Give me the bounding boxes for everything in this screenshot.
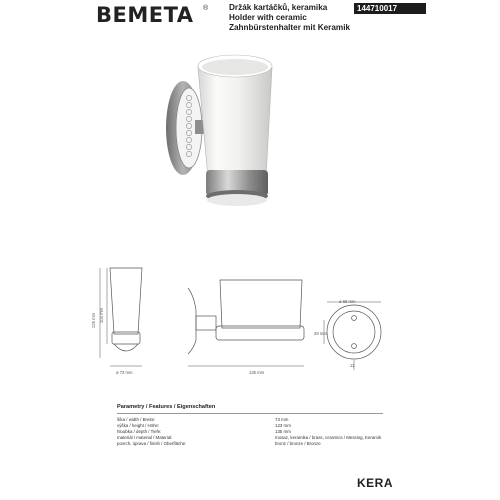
side-view: [188, 280, 304, 366]
brand-logo: BEMETA: [96, 3, 194, 27]
parameters-divider: [117, 413, 383, 414]
param-value: 123 mm: [275, 423, 291, 428]
param-row-finish: [117, 441, 387, 447]
metal-ring: [206, 170, 268, 206]
parameters-heading: Parametry / Features / Eigenschaften: [117, 404, 216, 410]
front-view: [100, 268, 142, 366]
registered-mark: ®: [203, 5, 209, 12]
param-value: 73 mm: [275, 417, 289, 422]
param-value: mosaz, keramika / brass, ceramics / Messing, Keramik: [275, 435, 382, 440]
ceramic-cup: [198, 55, 272, 178]
dim-height-outer: 125 mm: [91, 312, 97, 329]
product-title-block: [229, 3, 350, 34]
wall-view: [324, 302, 381, 370]
param-label: šíka / width / Breite:: [117, 417, 156, 422]
dim-diameter-wall: ø 66 mm: [339, 299, 356, 304]
param-label: hloubka / depth / Tiefe:: [117, 429, 162, 434]
dim-spacing: 28 mm: [314, 331, 327, 336]
param-label: materiál / material / Material:: [117, 435, 173, 440]
dim-diameter-front: ø 73 mm: [116, 370, 133, 375]
product-title-de: Zahnbürstenhalter mit Keramik: [229, 23, 351, 33]
product-code-badge: 144710017: [354, 3, 426, 14]
product-illustration: [140, 50, 360, 240]
dim-offset: 11: [350, 363, 355, 368]
product-title-en: Holder with ceramic: [229, 13, 307, 23]
param-label: výška / height / Höhe:: [117, 423, 160, 428]
param-label: povrch, úprava / finish / Oberfläche:: [117, 441, 187, 446]
product-title-cz: Držák kartáčků, keramika: [229, 3, 328, 12]
dim-depth: 135 mm: [249, 370, 265, 375]
param-value: bronz / bronze / Bronze: [275, 441, 321, 446]
series-name: KERA: [357, 476, 394, 490]
dim-height-inner: 104 mm: [99, 307, 105, 324]
param-value: 135 mm: [275, 429, 291, 434]
